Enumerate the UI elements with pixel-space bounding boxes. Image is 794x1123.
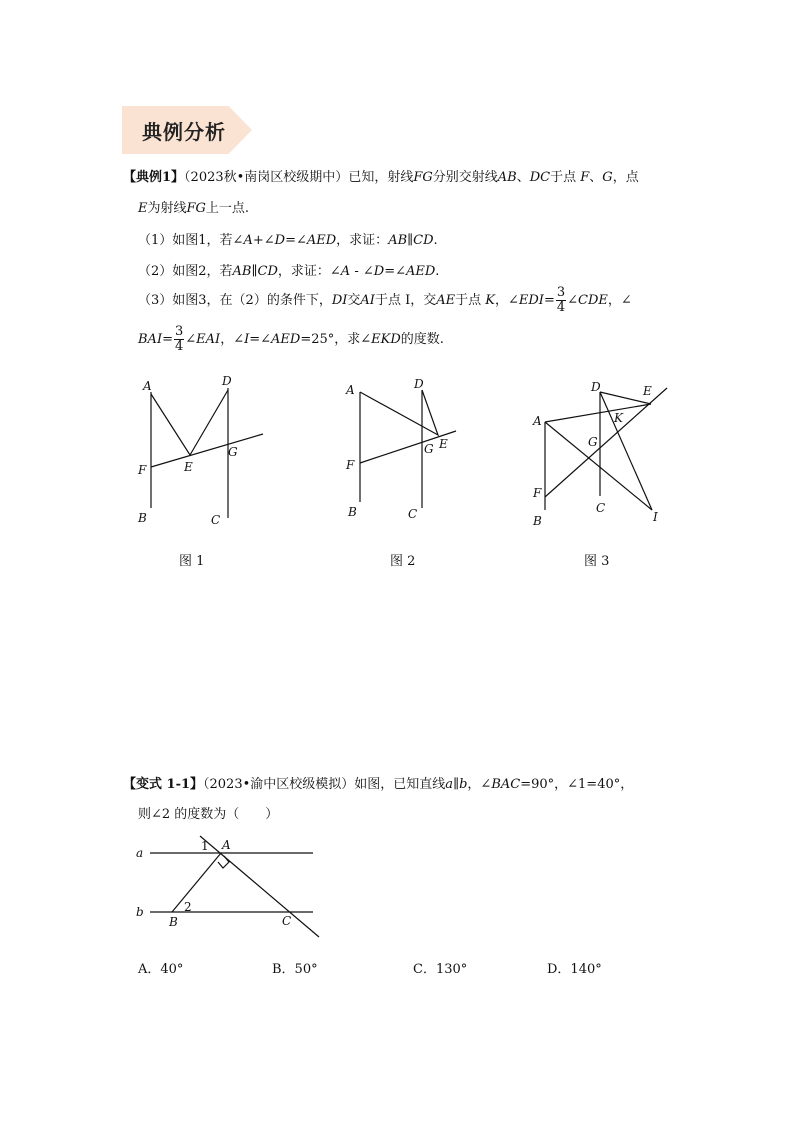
label-f: F <box>533 486 542 500</box>
label-i: I <box>653 510 658 524</box>
label-k: K <box>614 411 623 425</box>
label-e: E <box>439 437 448 451</box>
label-angle-2: 2 <box>184 900 192 914</box>
label-f: F <box>138 463 147 477</box>
label-c: C <box>211 513 221 527</box>
label-a: A <box>143 379 152 393</box>
label-b: B <box>169 915 178 929</box>
figure-1 <box>130 370 280 540</box>
choice-a: A．40° <box>138 962 184 977</box>
figure-3-caption: 图 3 <box>584 554 610 569</box>
polyline-aed <box>151 390 228 455</box>
variant-figure <box>132 832 328 944</box>
choice-b: B．50° <box>272 962 318 977</box>
line-ac <box>200 836 319 937</box>
example-line-1: 【典例1】（2023秋•南岗区校级期中）已知，射线FG分别交射线AB、DC于点 F、G，点 <box>123 170 639 185</box>
label-line-a: a <box>136 846 144 860</box>
example-tag: 【典例1】 <box>123 170 185 185</box>
choice-c: C．130° <box>413 962 468 977</box>
section-title: 典例分析 <box>142 120 226 144</box>
label-g: G <box>424 442 434 456</box>
line-di <box>600 392 652 510</box>
label-c: C <box>282 914 292 928</box>
label-b: B <box>348 505 357 519</box>
figure-1-caption: 图 1 <box>179 554 205 569</box>
question-3-continued: BAI= $\frac{3}{4}$ ∠EAI，∠I=∠AED=25°，求∠EKD的度数. <box>138 324 444 354</box>
label-line-b: b <box>136 905 144 919</box>
variant-line-2: 则∠2 的度数为（ ） <box>138 807 279 822</box>
choice-d: D．140° <box>547 962 602 977</box>
label-angle-1: 1 <box>201 839 209 853</box>
example-line-2: E为射线FG上一点. <box>138 201 250 216</box>
label-c: C <box>596 501 606 515</box>
label-b: B <box>138 511 147 525</box>
line-ab <box>172 853 221 912</box>
line-ai <box>545 422 652 510</box>
question-2: （2）如图2，若AB∥CD，求证：∠A - ∠D=∠AED. <box>138 264 440 279</box>
label-a: A <box>346 383 355 397</box>
label-c: C <box>408 507 418 521</box>
label-g: G <box>588 435 598 449</box>
figure-2 <box>340 370 470 540</box>
label-f: F <box>346 458 355 472</box>
label-d: D <box>591 380 601 394</box>
label-a: A <box>222 838 231 852</box>
question-1: （1）如图1，若∠A+∠D=∠AED，求证：AB∥CD. <box>138 233 438 248</box>
question-3: （3）如图3，在（2）的条件下，DI交AI于点 I，交AE于点 K，∠EDI= $\frac{3}{4}$ ∠CDE，∠ <box>138 285 632 315</box>
example-source: （2023秋•南岗区校级期中） <box>184 170 349 185</box>
label-d: D <box>414 377 424 391</box>
line-fg <box>151 434 263 467</box>
label-a: A <box>533 414 542 428</box>
label-e: E <box>643 384 652 398</box>
figure-2-caption: 图 2 <box>390 554 416 569</box>
right-angle-mark <box>218 856 229 868</box>
variant-line-1: 【变式 1-1】（2023•渝中区校级模拟）如图，已知直线a∥b，∠BAC=90°，∠1=40°， <box>123 777 634 792</box>
figure-3 <box>525 370 675 540</box>
variant-tag: 【变式 1-1】 <box>123 777 204 792</box>
line-ae <box>545 404 651 422</box>
label-g: G <box>228 445 238 459</box>
label-b: B <box>533 514 542 528</box>
fraction: $\frac{3}{4}$ <box>556 285 566 315</box>
label-d: D <box>222 374 232 388</box>
polyline-aed <box>360 390 438 435</box>
fraction: $\frac{3}{4}$ <box>174 324 184 354</box>
label-e: E <box>184 460 193 474</box>
variant-source: （2023•渝中区校级模拟） <box>203 777 355 792</box>
